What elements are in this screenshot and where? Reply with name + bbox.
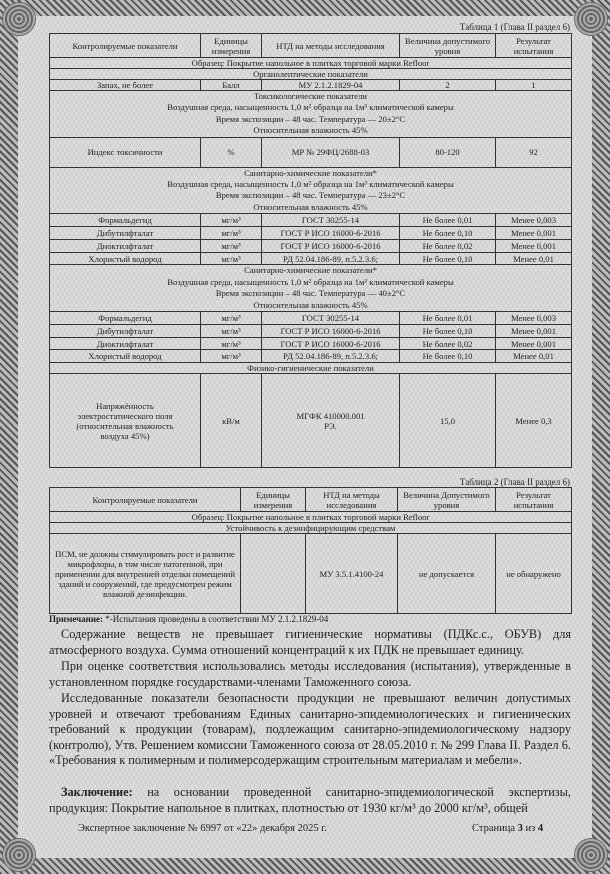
section-block <box>50 167 572 214</box>
header-cell: Результат испытания <box>496 488 572 512</box>
footer-document-ref: Экспертное заключение № 6997 от «22» декабря 2025 г. <box>78 823 327 834</box>
table-2 <box>49 487 572 614</box>
header-cell: Единицы измерения <box>201 34 262 58</box>
cell: РД 52.04.186-89, п.5.2.3.6; <box>262 252 400 265</box>
header-cell: Контролируемые показатели <box>50 34 201 58</box>
cell: Не более 0,02 <box>400 239 496 252</box>
cell: мг/м³ <box>201 252 262 265</box>
cell: мг/м³ <box>201 239 262 252</box>
section-title: Токсикологические показатели <box>253 91 367 101</box>
table-row <box>50 350 572 363</box>
cell: Индекс токсичности <box>50 137 201 167</box>
section-line: Относительная влажность 45% <box>253 201 368 212</box>
cell: Менее 0,001 <box>496 227 572 240</box>
header-cell: НТД на методы исследования <box>262 34 400 58</box>
section-line: Воздушная среда, насыщенность 1,0 м² образца на 1м³ климатической камеры <box>167 102 454 113</box>
section-title: Физико-гигиенические показатели <box>50 363 572 374</box>
cell: ПСМ, не должны стимулировать рост и развитие микрофлоры, в том числе патогенной, при применении для внутренней отделки помещений зданий и сооружений, где предусмотрен режим влажной дезинфекции. <box>50 534 241 614</box>
cell: Напряжённость электростатического поля (относительная влажность воздуха 45%) <box>50 374 201 468</box>
cell: Формальдегид <box>50 312 201 325</box>
section-block <box>50 91 572 138</box>
section-title: Санитарно-химические показатели* <box>244 167 377 178</box>
cell: Не более 0,01 <box>400 312 496 325</box>
cell: 15,0 <box>400 374 496 468</box>
cell: не обнаружено <box>496 534 572 614</box>
cell: Не более 0,01 <box>400 214 496 227</box>
cell: мг/м³ <box>201 312 262 325</box>
cell: МУ 3.5.1.4100-24 <box>306 534 398 614</box>
table-row <box>50 324 572 337</box>
header-cell: Контролируемые показатели <box>50 488 241 512</box>
footer-page-number <box>472 823 543 834</box>
cell: мг/м³ <box>201 227 262 240</box>
header-cell: Результат испытания <box>496 34 572 58</box>
cell: Менее 0,01 <box>496 350 572 363</box>
sample-row: Образец: Покрытие напольное в плитках торговой марки Refloor <box>50 58 572 69</box>
corner-ornament <box>2 2 36 36</box>
conclusion-label: Заключение: <box>61 785 133 799</box>
cell: не допускается <box>398 534 496 614</box>
cell: Менее 0,001 <box>496 324 572 337</box>
cell: Формальдегид <box>50 214 201 227</box>
cell: кВ/м <box>201 374 262 468</box>
section-line: Относительная влажность 45% <box>253 299 368 310</box>
cell: % <box>201 137 262 167</box>
section-title: Органолептические показатели <box>50 69 572 80</box>
cell: Менее 0,003 <box>496 214 572 227</box>
cell: Не более 0,10 <box>400 252 496 265</box>
cell: Не более 0,10 <box>400 324 496 337</box>
corner-ornament <box>574 2 608 36</box>
note <box>49 614 328 624</box>
table-row <box>50 534 572 614</box>
page-label: Страница <box>472 823 518 834</box>
table-header-row <box>50 488 572 512</box>
table2-caption: Таблица 2 (Глава II раздел 6) <box>459 477 570 487</box>
cell: Диоктилфталат <box>50 337 201 350</box>
table-header-row <box>50 34 572 58</box>
page-total: 4 <box>537 823 544 834</box>
section-line: Время экспозиции – 48 час. Температура — 40±2°С <box>215 288 406 299</box>
cell: Менее 0,001 <box>496 239 572 252</box>
cell: МР № 29ФЦ/2688-03 <box>262 137 400 167</box>
cell: Не более 0,10 <box>400 227 496 240</box>
section-line: Время экспозиции – 48 час. Температура — 20±2°С <box>215 113 406 124</box>
section-line: Время экспозиции – 48 час. Температура — 23±2°С <box>215 190 406 201</box>
cell: 80-120 <box>400 137 496 167</box>
cell: ГОСТ 30255-14 <box>262 214 400 227</box>
page-current: 3 <box>517 823 523 834</box>
corner-ornament <box>574 838 608 872</box>
section-line: Относительная влажность 45% <box>253 125 368 136</box>
section-title: Устойчивость к дезинфицирующим средствам <box>50 523 572 534</box>
cell: ГОСТ Р ИСО 16000-6-2016 <box>262 239 400 252</box>
cell: Хлористый водород <box>50 252 201 265</box>
cell: Менее 0,003 <box>496 312 572 325</box>
table1-caption: Таблица 1 (Глава II раздел 6) <box>459 22 570 32</box>
table-row <box>50 227 572 240</box>
cell: 92 <box>496 137 572 167</box>
cell: Не более 0,10 <box>400 350 496 363</box>
conclusion <box>49 785 571 816</box>
cell: 1 <box>496 80 572 91</box>
cell: Дибутилфталат <box>50 324 201 337</box>
section-title: Санитарно-химические показатели* <box>244 265 377 276</box>
cell: ГОСТ 30255-14 <box>262 312 400 325</box>
cell <box>241 534 306 614</box>
cell: Менее 0,001 <box>496 337 572 350</box>
cell: мг/м³ <box>201 350 262 363</box>
cell: ГОСТ Р ИСО 16000-6-2016 <box>262 324 400 337</box>
cell: МГФК 410000.001 РЭ. <box>262 374 400 468</box>
table-row <box>50 137 572 167</box>
cell: мг/м³ <box>201 324 262 337</box>
paragraph: Содержание веществ не превышает гигиенические нормативы (ПДКс.с., ОБУВ) для атмосферного воздуха. Сумма отношений концентраций к их ПДК не превышает единицу. <box>49 627 571 657</box>
section-block <box>50 265 572 312</box>
header-cell: Величина Допустимого уровня <box>398 488 496 512</box>
header-cell: Величина допустимого уровня <box>400 34 496 58</box>
cell: Менее 0,3 <box>496 374 572 468</box>
paragraph: При оценке соответствия использовались методы исследования (испытания), утвержденные в установленном порядке государствами-членами Таможенного союза. <box>49 659 571 689</box>
conclusion-text: на основании проведенной санитарно-эпидемиологической экспертизы, продукция: Покрытие напольное в плитках, плотностью от 1930 кг/м³ до 2000 кг/м³, общей <box>49 785 571 815</box>
header-cell: НТД на методы исследования <box>306 488 398 512</box>
cell: Менее 0,01 <box>496 252 572 265</box>
cell: Запах, не более <box>50 80 201 91</box>
cell: Не более 0,02 <box>400 337 496 350</box>
section-line: Воздушная среда, насыщенность 1,0 м² образца на 1м³ климатической камеры <box>167 179 454 190</box>
cell: РД 52.04.186-89, п.5.2.3.6; <box>262 350 400 363</box>
sample-row: Образец: Покрытие напольное в плитках торговой марки Refloor <box>50 512 572 523</box>
cell: МУ 2.1.2.1829-04 <box>262 80 400 91</box>
page-of: из <box>522 823 538 834</box>
note-text: *-Испытания проведены в соответствии МУ 2.1.2.1829-04 <box>103 614 329 624</box>
cell: Диоктилфталат <box>50 239 201 252</box>
section-line: Воздушная среда, насыщенность 1,0 м² образца на 1м³ климатической камеры <box>167 276 454 287</box>
header-cell: Единицы измерения <box>241 488 306 512</box>
cell: Хлористый водород <box>50 350 201 363</box>
paragraph: Исследованные показатели безопасности продукции не превышают величин допустимых уровней и отвечают требованиям Единых санитарно-эпидемиологических и гигиенических требований к продукции (товарам), подлежащим санитарно-эпидемиологическому надзору (контролю), Утв. Решением комиссии Таможенного союза от 28.05.2010 г. № 299 Глава II. Раздел 6. «Требования к полимерным и полимерсодержащим строительным материалам и мебели». <box>49 691 571 768</box>
table-row <box>50 80 572 91</box>
table-row <box>50 312 572 325</box>
corner-ornament <box>2 838 36 872</box>
cell: Дибутилфталат <box>50 227 201 240</box>
cell: 2 <box>400 80 496 91</box>
table-row <box>50 239 572 252</box>
table-row <box>50 374 572 468</box>
cell: ГОСТ Р ИСО 16000-6-2016 <box>262 337 400 350</box>
table-row <box>50 252 572 265</box>
table-row <box>50 337 572 350</box>
table-1 <box>49 33 572 468</box>
note-label: Примечание: <box>49 614 104 624</box>
cell: мг/м³ <box>201 337 262 350</box>
cell: мг/м³ <box>201 214 262 227</box>
cell: Балл <box>201 80 262 91</box>
cell: ГОСТ Р ИСО 16000-6-2016 <box>262 227 400 240</box>
table-row <box>50 214 572 227</box>
